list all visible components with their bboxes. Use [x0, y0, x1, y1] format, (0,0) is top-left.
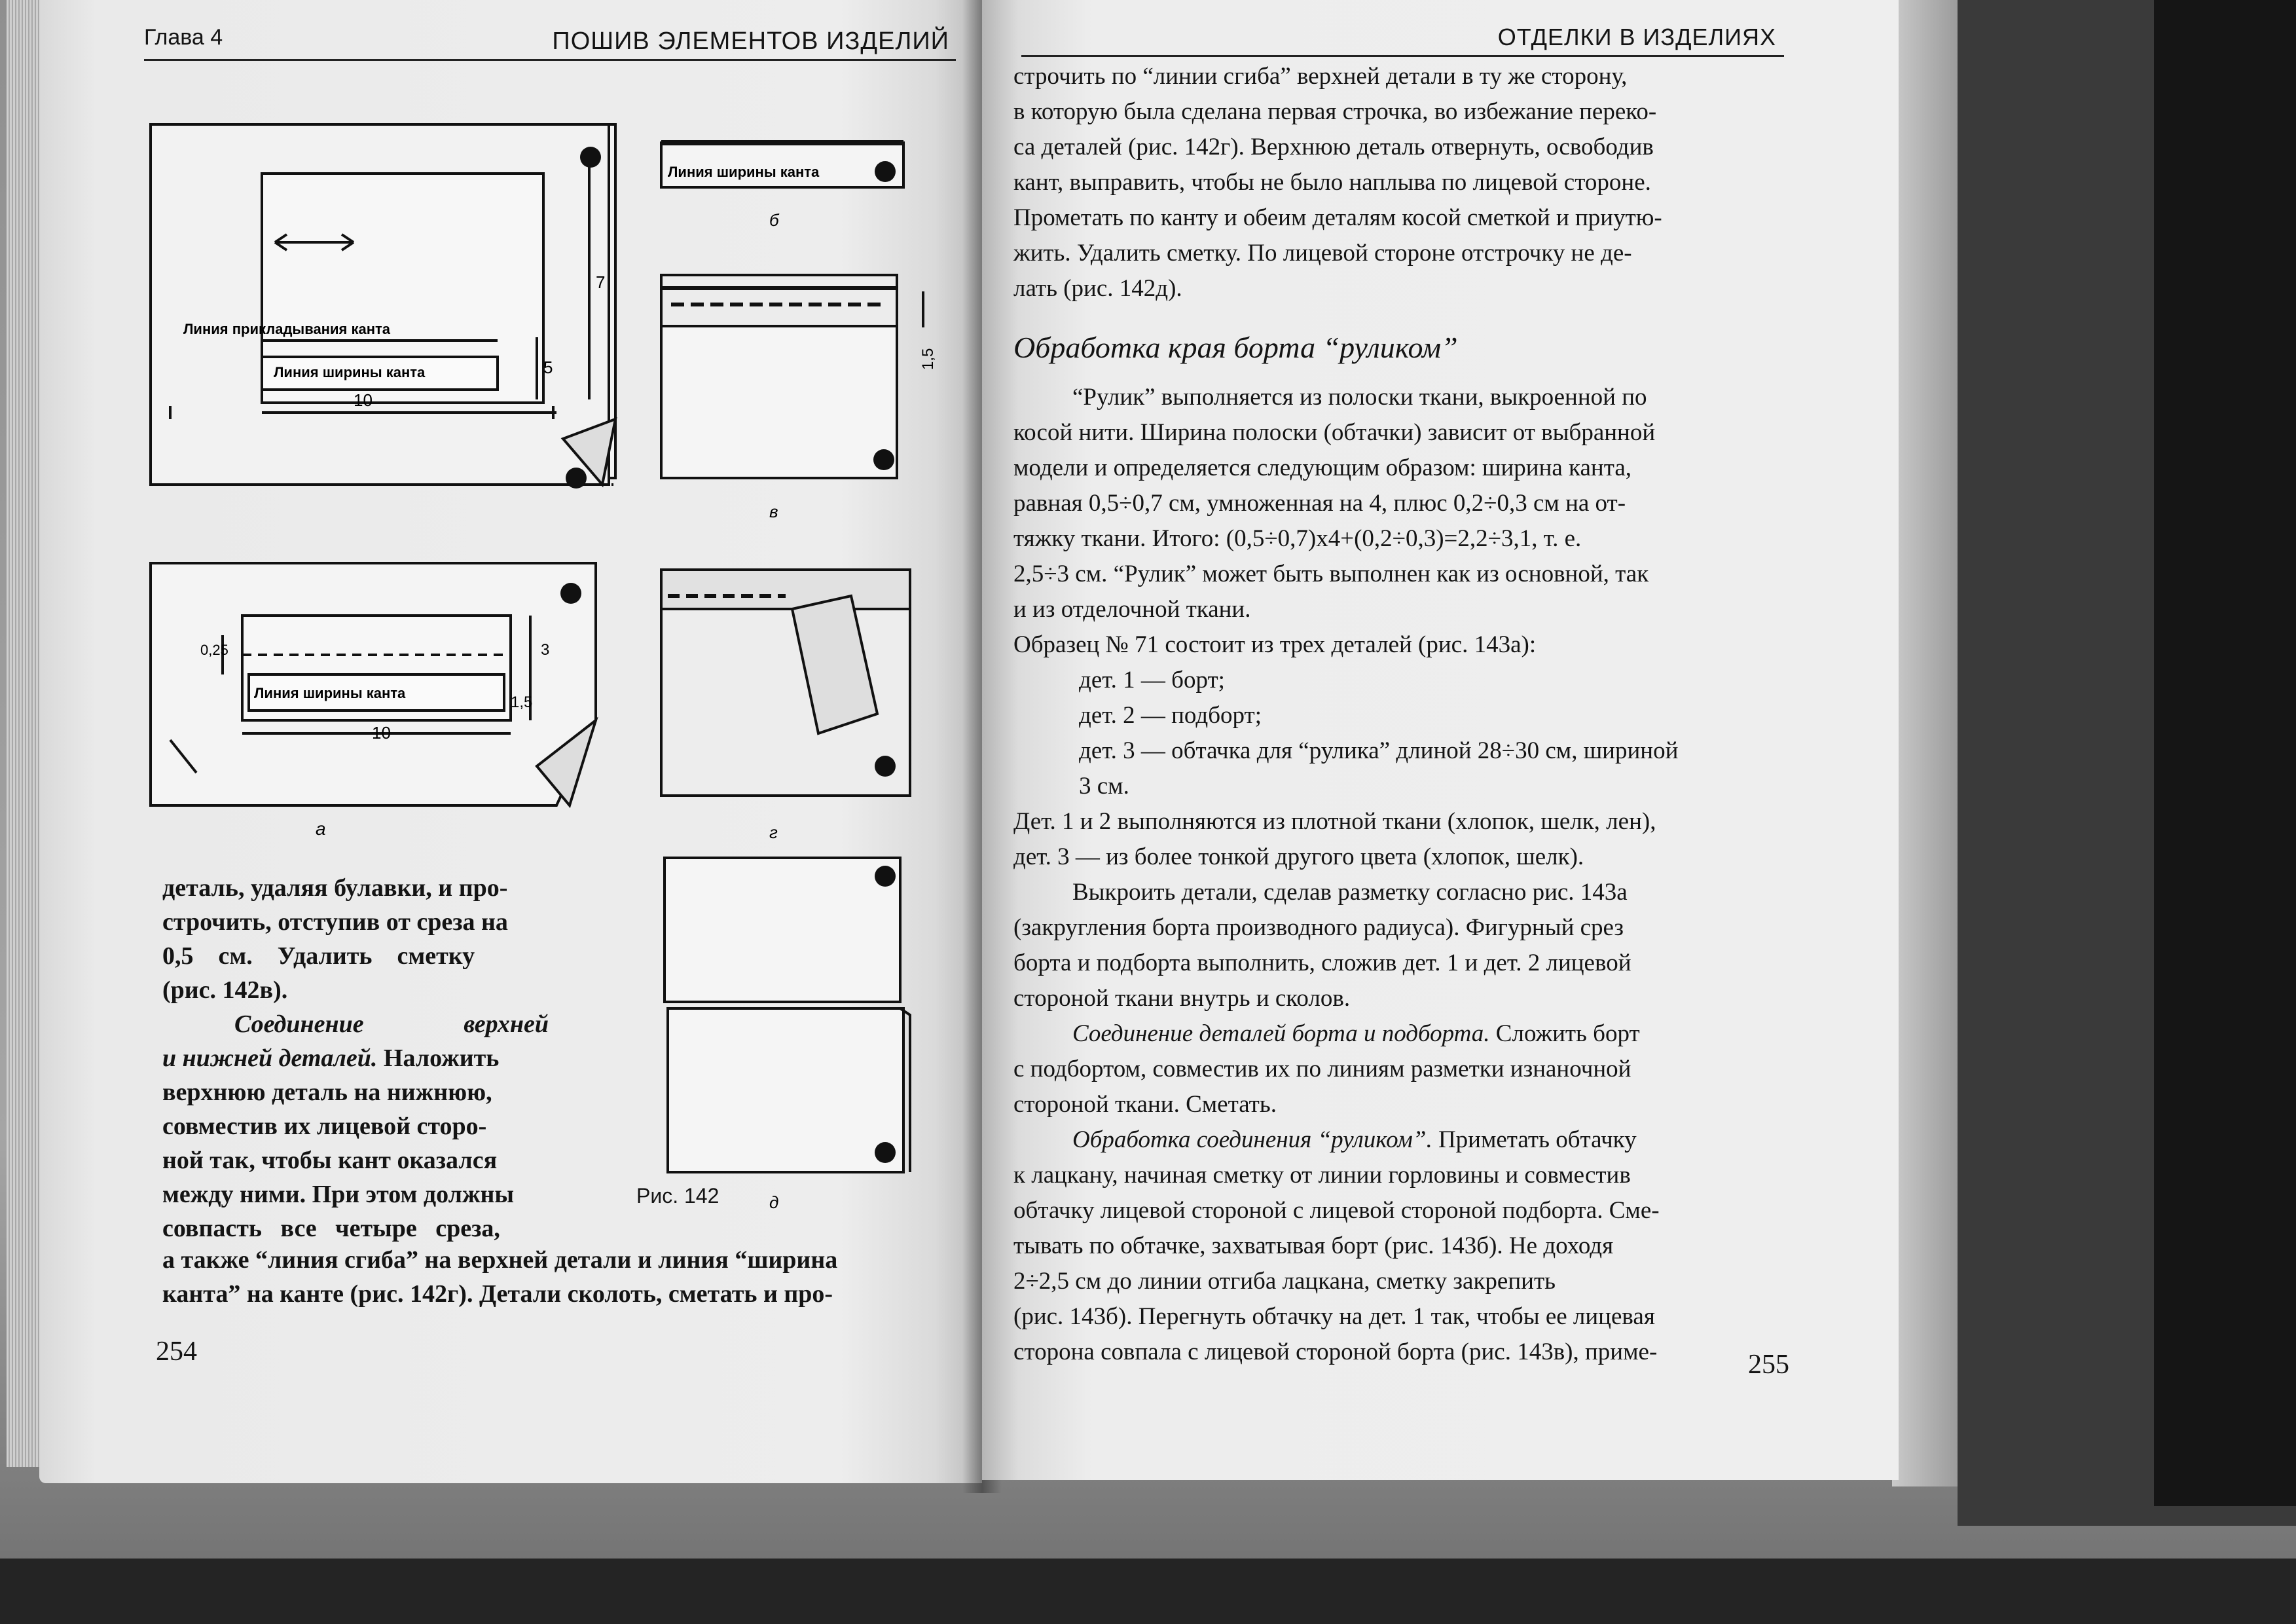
text-line: кант, выправить, чтобы не было наплыва по лицевой стороне. [1013, 169, 1651, 196]
text-line: 0,5 см. Удалить сметку [162, 942, 475, 970]
text-line: сторона совпала с лицевой стороной борта (рис. 143в), приме- [1013, 1338, 1658, 1365]
sample-line: Образец № 71 состоит из трех деталей (рис. 143а): [1013, 631, 1537, 658]
chapter-label: Глава 4 [144, 25, 223, 50]
panel-a-bottom [151, 563, 596, 805]
italic-run: верхней [464, 1010, 549, 1038]
text-line: модели и определяется следующим образом: ширина канта, [1013, 454, 1631, 481]
italic-line-2 [162, 1041, 549, 1075]
text-line: жить. Удалить сметку. По лицевой стороне отстрочку не де- [1013, 240, 1632, 267]
panel-v [661, 275, 923, 478]
dim-7: 7 [596, 272, 606, 292]
text-line: стороной ткани. Сметать. [1013, 1091, 1277, 1118]
text-line: а также “линия сгиба” на верхней детали и линия “ширина [162, 1246, 838, 1274]
text-line: равная 0,5÷0,7 см, умноженная на 4, плюс 0,2÷0,3 см на от- [1013, 490, 1626, 517]
left-section-title: ПОШИВ ЭЛЕМЕНТОВ ИЗДЕЛИЙ [552, 28, 949, 55]
book-page-edges-right [1892, 0, 1958, 1486]
text-line: между ними. При этом должны [162, 1181, 515, 1208]
panel-letter-a: а [316, 819, 326, 839]
panel-letter-d: д [769, 1192, 779, 1212]
text-line: Выкроить детали, сделав разметку согласно рис. 143а [1072, 879, 1628, 906]
italic-run: Обработка соединения “руликом”. [1072, 1126, 1432, 1153]
label-line-width-b: Линия ширины канта [668, 164, 820, 180]
figure-caption: Рис. 142 [636, 1184, 720, 1208]
text-line: строчить по “линии сгиба” верхней детали в ту же сторону, [1013, 63, 1628, 90]
text-line: “Рулик” выполняется из полоски ткани, выкроенной по [1072, 384, 1647, 411]
left-page [39, 0, 982, 1483]
italic-run: и нижней деталей. [162, 1044, 378, 1072]
text-run: Наложить [383, 1044, 500, 1072]
dim-1-5-c: 1,5 [919, 348, 937, 370]
marker-3-b [875, 161, 896, 182]
text-line: обтачку лицевой стороной с лицевой стороной подборта. Сме- [1013, 1197, 1660, 1224]
panel-letter-b: б [769, 210, 779, 230]
scanner-bottom-band [0, 1559, 2296, 1624]
italic-run: Соединение [234, 1010, 364, 1038]
scanner-dark-edge [2154, 0, 2296, 1506]
dim-1-5-bottom: 1,5 [511, 693, 533, 711]
left-running-header [144, 13, 956, 61]
italic-run: Соединение деталей борта и подборта. [1072, 1020, 1490, 1047]
panel-letter-v: в [769, 502, 778, 521]
marker-1-d [875, 866, 896, 887]
text-line: канта” на канте (рис. 142г). Детали сколоть, сметать и про- [162, 1280, 833, 1308]
panel-d [665, 858, 910, 1172]
text-line: деталь, удаляя булавки, и про- [162, 874, 508, 902]
dim-0-25: 0,25 [200, 642, 228, 658]
text-line: са деталей (рис. 142г). Верхнюю деталь отвернуть, освободив [1013, 134, 1654, 160]
text-line: с подбортом, совместив их по линиям разметки изнаночной [1013, 1056, 1631, 1082]
text-line: верхнюю деталь на нижнюю, [162, 1079, 492, 1106]
marker-1-a [580, 147, 601, 168]
dim-3: 3 [541, 641, 550, 659]
text-line: в которую была сделана первая строчка, во избежание переко- [1013, 98, 1657, 125]
text-line: лать (рис. 142д). [1013, 275, 1182, 302]
marker-2-d [875, 1142, 896, 1163]
right-text-column [1013, 59, 1793, 1370]
text-line: ной так, чтобы кант оказался [162, 1147, 498, 1174]
right-section-title: ОТДЕЛКИ В ИЗДЕЛИЯХ [1497, 24, 1776, 50]
marker-2-g [875, 756, 896, 777]
left-page-number: 254 [156, 1337, 197, 1367]
panel-letter-g: г [769, 822, 778, 842]
list-item: дет. 2 — подборт; [1079, 702, 1262, 729]
marker-2-a [566, 468, 587, 489]
list-item: дет. 3 — обтачка для “рулика” длиной 28÷30 см, шириной [1079, 737, 1679, 764]
panel-g [661, 570, 910, 796]
right-page-number: 255 [1748, 1350, 1789, 1380]
text-line: строчить, отступив от среза на [162, 908, 508, 936]
text-line: косой нити. Ширина полоски (обтачки) зависит от выбранной [1013, 419, 1656, 446]
text-line: дет. 3 — из более тонкой другого цвета (хлопок, шелк). [1013, 843, 1584, 870]
label-line-width-c: Линия ширины канта [254, 685, 406, 701]
list-item: 3 см. [1079, 773, 1129, 800]
marker-3-a [560, 583, 581, 604]
text-line: совпасть все четыре среза, [162, 1215, 500, 1242]
text-line: Дет. 1 и 2 выполняются из плотной ткани (хлопок, шелк, лен), [1013, 808, 1656, 835]
para5-first-line [1013, 1122, 1793, 1158]
text-run: Сложить борт [1495, 1020, 1640, 1047]
text-line: (рис. 143б). Перегнуть обтачку на дет. 1 так, чтобы ее лицевая [1013, 1303, 1655, 1330]
text-line: 2÷2,5 см до линии отгиба лацкана, сметку закрепить [1013, 1268, 1556, 1295]
text-run: Приметать обтачку [1438, 1126, 1637, 1153]
text-line: 2,5÷3 см. “Рулик” может быть выполнен как из основной, так [1013, 561, 1649, 587]
dim-10-bottom: 10 [372, 723, 391, 743]
subheading: Обработка края борта “руликом” [1013, 331, 1458, 364]
marker-2-c [873, 449, 894, 470]
para4-first-line [1013, 1016, 1793, 1052]
dim-10-top: 10 [354, 390, 373, 410]
text-line: стороной ткани внутрь и сколов. [1013, 985, 1351, 1012]
panel-a-top [151, 124, 615, 485]
text-line: тяжку ткани. Итого: (0,5÷0,7)x4+(0,2÷0,3)=2,2÷3,1, т. е. [1013, 525, 1582, 552]
text-line: (рис. 142в). [162, 976, 288, 1004]
right-page [982, 0, 1899, 1480]
text-line: тывать по обтачке, захватывая борт (рис. 143б). Не доходя [1013, 1232, 1614, 1259]
text-line: борта и подборта выполнить, сложив дет. 1 и дет. 2 лицевой [1013, 950, 1631, 976]
text-line: к лацкану, начиная сметку от линии горловины и совместив [1013, 1162, 1631, 1189]
label-line-width-a: Линия ширины канта [274, 364, 426, 380]
list-item: дет. 1 — борт; [1079, 667, 1225, 693]
italic-line [162, 1007, 549, 1041]
dim-5: 5 [543, 358, 553, 377]
text-line: Прометать по канту и обеим деталям косой сметкой и приутю- [1013, 204, 1662, 231]
text-line: и из отделочной ткани. [1013, 596, 1251, 623]
left-full-text [162, 1243, 941, 1311]
right-running-header [1021, 14, 1784, 57]
label-line-attach: Линия прикладывания канта [183, 321, 390, 337]
text-line: (закругления борта производного радиуса). Фигурный срез [1013, 914, 1624, 941]
left-narrow-text [162, 871, 549, 1246]
text-line: совместив их лицевой сторо- [162, 1113, 487, 1140]
